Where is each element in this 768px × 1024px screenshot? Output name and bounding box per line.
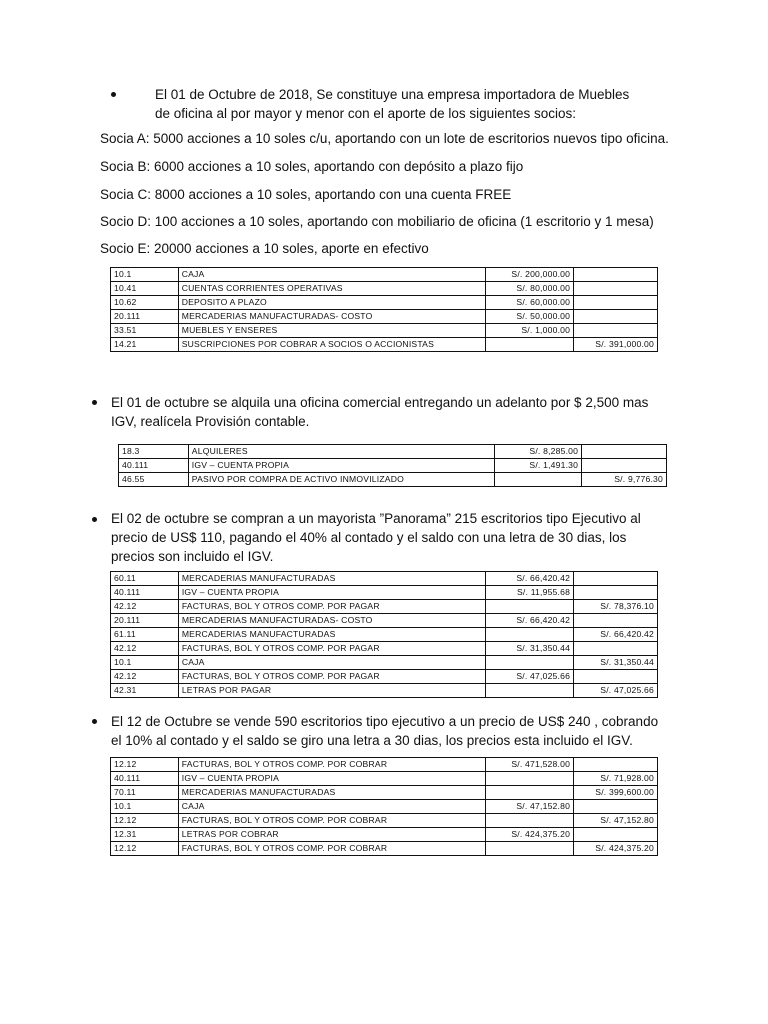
ledger-body <box>111 268 658 352</box>
bullet-icon <box>92 517 97 522</box>
ledger-row <box>111 670 658 684</box>
account-code-cell: 46.55 <box>119 473 189 487</box>
debit-cell <box>486 600 574 614</box>
account-name-cell: CAJA <box>178 800 485 814</box>
ledger-body <box>111 758 658 856</box>
debit-cell: S/. 1,491.30 <box>495 459 582 473</box>
ledger-row <box>111 628 658 642</box>
account-name-cell: MERCADERIAS MANUFACTURADAS <box>178 572 485 586</box>
debit-cell: S/. 66,420.42 <box>486 614 574 628</box>
debit-cell <box>486 338 574 352</box>
account-code-cell: 60.11 <box>111 572 179 586</box>
ledger-row <box>111 828 658 842</box>
ledger-row <box>119 459 667 473</box>
account-code-cell: 10.1 <box>111 800 179 814</box>
section-paragraph: El 01 de Octubre de 2018, Se constituye una empresa importadora de Muebles de oficina al por mayor y menor con el aporte de los siguientes socios: <box>155 87 630 121</box>
credit-cell <box>574 828 658 842</box>
account-code-cell: 33.51 <box>111 324 179 338</box>
account-name-cell: PASIVO POR COMPRA DE ACTIVO INMOVILIZADO <box>188 473 495 487</box>
account-name-cell: LETRAS POR COBRAR <box>178 828 485 842</box>
credit-cell <box>574 268 658 282</box>
debit-cell <box>486 684 574 698</box>
ledger-table <box>118 444 667 487</box>
credit-cell <box>574 572 658 586</box>
ledger-row <box>111 786 658 800</box>
ledger-body <box>119 445 667 487</box>
account-code-cell: 12.12 <box>111 842 179 856</box>
ledger-row <box>111 758 658 772</box>
socio-line: Socia A: 5000 acciones a 10 soles c/u, aportando con un lote de escritorios nuevos tipo oficina. <box>100 131 669 146</box>
debit-cell: S/. 11,955.68 <box>486 586 574 600</box>
account-code-cell: 18.3 <box>119 445 189 459</box>
ledger-row <box>111 586 658 600</box>
account-code-cell: 70.11 <box>111 786 179 800</box>
account-name-cell: CAJA <box>178 656 485 670</box>
ledger-row <box>111 656 658 670</box>
credit-cell: S/. 31,350.44 <box>574 656 658 670</box>
credit-cell: S/. 424,375.20 <box>574 842 658 856</box>
account-code-cell: 20.111 <box>111 310 179 324</box>
ledger-row <box>119 445 667 459</box>
debit-cell <box>495 473 582 487</box>
credit-cell: S/. 78,376.10 <box>574 600 658 614</box>
credit-cell <box>574 670 658 684</box>
ledger-row <box>111 614 658 628</box>
credit-cell: S/. 47,025.66 <box>574 684 658 698</box>
socio-line: Socio D: 100 acciones a 10 soles, aportando con mobiliario de oficina (1 escritorio y 1 mesa) <box>100 214 654 229</box>
credit-cell <box>582 459 667 473</box>
debit-cell: S/. 47,025.66 <box>486 670 574 684</box>
bullet-icon <box>92 719 97 724</box>
account-name-cell: MERCADERIAS MANUFACTURADAS <box>178 628 485 642</box>
credit-cell <box>574 296 658 310</box>
account-code-cell: 42.12 <box>111 670 179 684</box>
account-code-cell: 20.111 <box>111 614 179 628</box>
ledger-row <box>111 814 658 828</box>
debit-cell: S/. 60,000.00 <box>486 296 574 310</box>
account-name-cell: IGV – CUENTA PROPIA <box>178 586 485 600</box>
account-code-cell: 12.12 <box>111 758 179 772</box>
account-code-cell: 12.12 <box>111 814 179 828</box>
ledger-row <box>111 800 658 814</box>
account-code-cell: 10.62 <box>111 296 179 310</box>
debit-cell: S/. 47,152.80 <box>486 800 574 814</box>
socio-line: Socio E: 20000 acciones a 10 soles, aporte en efectivo <box>100 241 429 256</box>
account-code-cell: 40.111 <box>119 459 189 473</box>
account-name-cell: IGV – CUENTA PROPIA <box>188 459 495 473</box>
ledger-body <box>111 572 658 698</box>
account-code-cell: 42.12 <box>111 600 179 614</box>
account-name-cell: SUSCRIPCIONES POR COBRAR A SOCIOS O ACCIONISTAS <box>178 338 486 352</box>
account-name-cell: CAJA <box>178 268 486 282</box>
account-code-cell: 61.11 <box>111 628 179 642</box>
account-code-cell: 10.1 <box>111 656 179 670</box>
account-name-cell: CUENTAS CORRIENTES OPERATIVAS <box>178 282 486 296</box>
account-name-cell: MUEBLES Y ENSERES <box>178 324 486 338</box>
ledger-row <box>111 296 658 310</box>
account-name-cell: FACTURAS, BOL Y OTROS COMP. POR COBRAR <box>178 758 485 772</box>
debit-cell: S/. 66,420.42 <box>486 572 574 586</box>
bullet-icon <box>92 400 97 405</box>
debit-cell: S/. 424,375.20 <box>486 828 574 842</box>
debit-cell: S/. 8,285.00 <box>495 445 582 459</box>
account-code-cell: 10.41 <box>111 282 179 296</box>
debit-cell <box>486 842 574 856</box>
debit-cell <box>486 656 574 670</box>
section-paragraph: El 01 de octubre se alquila una oficina comercial entregando un adelanto por $ 2,500 mas IGV, realícela Provisión contable. <box>111 395 649 429</box>
ledger-row <box>111 338 658 352</box>
account-name-cell: ALQUILERES <box>188 445 495 459</box>
credit-cell <box>574 324 658 338</box>
credit-cell: S/. 71,928.00 <box>574 772 658 786</box>
ledger-row <box>111 600 658 614</box>
section-paragraph: El 02 de octubre se compran a un mayorista ”Panorama” 215 escritorios tipo Ejecutivo al precio de US$ 110, pagando el 40% al contado y el saldo con una letra de 30 dias, los precios son incluido el IGV. <box>111 511 641 564</box>
credit-cell <box>574 614 658 628</box>
debit-cell: S/. 31,350.44 <box>486 642 574 656</box>
ledger-row <box>111 282 658 296</box>
credit-cell <box>574 800 658 814</box>
debit-cell: S/. 1,000.00 <box>486 324 574 338</box>
account-name-cell: LETRAS POR PAGAR <box>178 684 485 698</box>
credit-cell: S/. 391,000.00 <box>574 338 658 352</box>
section-paragraph: El 12 de Octubre se vende 590 escritorios tipo ejecutivo a un precio de US$ 240 , cobrando el 10% al contado y el saldo se giro una letra a 30 dias, los precios esta incluido el IGV. <box>111 714 659 748</box>
credit-cell <box>574 282 658 296</box>
credit-cell: S/. 399,600.00 <box>574 786 658 800</box>
ledger-row <box>119 473 667 487</box>
ledger-row <box>111 842 658 856</box>
debit-cell <box>486 772 574 786</box>
credit-cell <box>574 758 658 772</box>
account-code-cell: 42.12 <box>111 642 179 656</box>
credit-cell: S/. 66,420.42 <box>574 628 658 642</box>
account-code-cell: 14.21 <box>111 338 179 352</box>
credit-cell: S/. 47,152.80 <box>574 814 658 828</box>
ledger-table <box>110 571 658 698</box>
account-name-cell: FACTURAS, BOL Y OTROS COMP. POR PAGAR <box>178 670 485 684</box>
ledger-row <box>111 268 658 282</box>
debit-cell <box>486 628 574 642</box>
account-code-cell: 12.31 <box>111 828 179 842</box>
account-name-cell: MERCADERIAS MANUFACTURADAS- COSTO <box>178 310 486 324</box>
debit-cell: S/. 50,000.00 <box>486 310 574 324</box>
credit-cell <box>574 642 658 656</box>
ledger-row <box>111 310 658 324</box>
debit-cell: S/. 200,000.00 <box>486 268 574 282</box>
debit-cell <box>486 786 574 800</box>
account-name-cell: IGV – CUENTA PROPIA <box>178 772 485 786</box>
account-name-cell: MERCADERIAS MANUFACTURADAS <box>178 786 485 800</box>
account-code-cell: 42.31 <box>111 684 179 698</box>
credit-cell: S/. 9,776.30 <box>582 473 667 487</box>
credit-cell <box>582 445 667 459</box>
socio-line: Socia C: 8000 acciones a 10 soles, aportando con una cuenta FREE <box>100 187 512 202</box>
account-name-cell: FACTURAS, BOL Y OTROS COMP. POR COBRAR <box>178 842 485 856</box>
debit-cell: S/. 471,528.00 <box>486 758 574 772</box>
account-name-cell: DEPOSITO A PLAZO <box>178 296 486 310</box>
credit-cell <box>574 310 658 324</box>
ledger-row <box>111 772 658 786</box>
credit-cell <box>574 586 658 600</box>
account-name-cell: FACTURAS, BOL Y OTROS COMP. POR PAGAR <box>178 600 485 614</box>
account-code-cell: 40.111 <box>111 586 179 600</box>
ledger-table <box>110 267 658 352</box>
bullet-icon <box>111 92 116 97</box>
socio-line: Socia B: 6000 acciones a 10 soles, aportando con depósito a plazo fijo <box>100 159 524 174</box>
ledger-row <box>111 642 658 656</box>
account-name-cell: FACTURAS, BOL Y OTROS COMP. POR PAGAR <box>178 642 485 656</box>
ledger-row <box>111 684 658 698</box>
account-code-cell: 40.111 <box>111 772 179 786</box>
account-code-cell: 10.1 <box>111 268 179 282</box>
account-name-cell: FACTURAS, BOL Y OTROS COMP. POR COBRAR <box>178 814 485 828</box>
debit-cell <box>486 814 574 828</box>
ledger-row <box>111 572 658 586</box>
ledger-row <box>111 324 658 338</box>
ledger-table <box>110 757 658 856</box>
debit-cell: S/. 80,000.00 <box>486 282 574 296</box>
account-name-cell: MERCADERIAS MANUFACTURADAS- COSTO <box>178 614 485 628</box>
